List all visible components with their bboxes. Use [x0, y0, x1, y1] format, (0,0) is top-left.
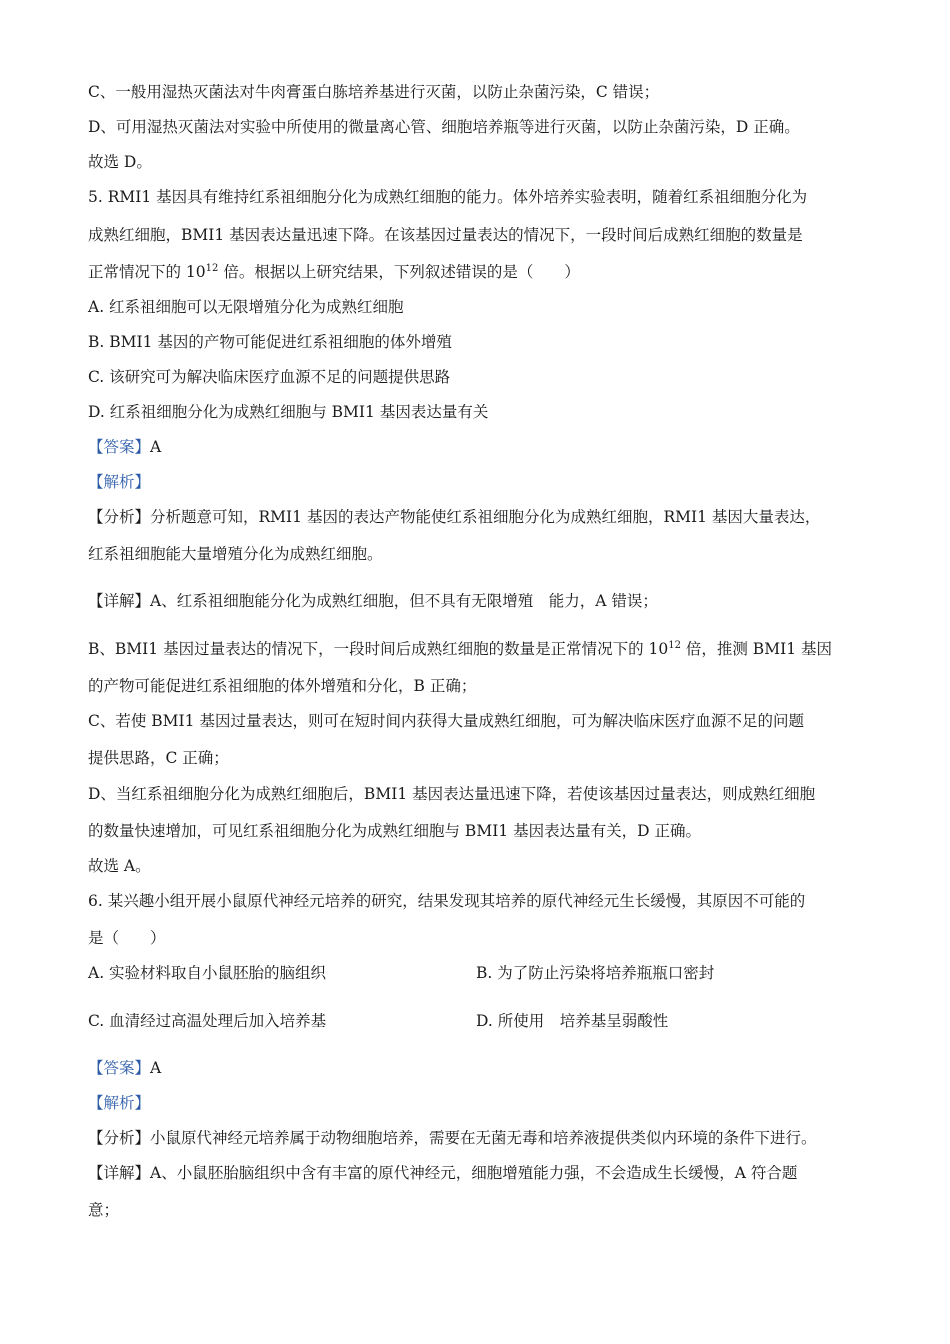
q5-xiangjie-b-line-1	[88, 638, 832, 660]
q5-answer	[88, 436, 161, 458]
q5-xiangjie-exponent: 12	[668, 640, 681, 651]
q5-stem-text-end: 倍。根据以上研究结果，下列叙述错误的是（ ）	[218, 263, 580, 281]
q5-stem-text: 正常情况下的 10	[88, 263, 206, 281]
q6-option-b: B. 为了防止污染将培养瓶瓶口密封	[476, 964, 715, 982]
q6-stem-line-1: 6. 某兴趣小组开展小鼠原代神经元培养的研究，结果发现其培养的原代神经元生长缓慢，其原因不可能的	[88, 892, 806, 910]
q5-answer-tag: 【答案】	[88, 438, 151, 456]
q5-option-d: D. 红系祖细胞分化为成熟红细胞与 BMI1 基因表达量有关	[88, 403, 489, 421]
q6-answer-tag: 【答案】	[88, 1059, 151, 1077]
q5-xiangjie-d-line-2: 的数量快速增加，可见红系祖细胞分化为成熟红细胞与 BMI1 基因表达量有关，D 正确。	[88, 822, 701, 840]
q5-xiangjie-b-text: B、BMI1 基因过量表达的情况下，一段时间后成熟红细胞的数量是正常情况下的 10	[88, 640, 669, 658]
q5-xiangjie-c-line-1: C、若使 BMI1 基因过量表达，则可在短时间内获得大量成熟红细胞，可为解决临床医疗血源不足的问题	[88, 712, 804, 730]
q6-option-c: C. 血清经过高温处理后加入培养基	[88, 1012, 327, 1030]
q6-answer	[88, 1057, 161, 1079]
q5-xiangjie-tag: 【详解】	[88, 592, 151, 610]
q5-conclusion: 故选 A。	[88, 857, 151, 875]
q6-option-d: D. 所使用 培养基呈弱酸性	[476, 1012, 669, 1030]
q6-xiangjie-tag: 【详解】	[88, 1164, 151, 1182]
q5-xiangjie-d-line-1: D、当红系祖细胞分化为成熟红细胞后，BMI1 基因表达量迅速下降，若使该基因过量表达，则成熟红细胞	[88, 785, 816, 803]
prev-conclusion: 故选 D。	[88, 153, 152, 171]
q5-analysis-tag: 【解析】	[88, 473, 151, 491]
q5-exponent: 12	[205, 263, 219, 274]
prev-explanation-c: C、一般用湿热灭菌法对牛肉膏蛋白胨培养基进行灭菌，以防止杂菌污染，C 错误；	[88, 83, 660, 101]
q5-xiangjie-a	[88, 590, 658, 612]
q5-stem-line-3	[88, 261, 580, 283]
q6-fenxi-line-1	[88, 1127, 817, 1149]
q6-answer-value: A	[150, 1059, 162, 1077]
q6-option-a: A. 实验材料取自小鼠胚胎的脑组织	[88, 964, 327, 982]
q6-analysis-tag: 【解析】	[88, 1094, 151, 1112]
q5-option-c: C. 该研究可为解决临床医疗血源不足的问题提供思路	[88, 368, 451, 386]
q6-fenxi-tag: 【分析】	[88, 1129, 151, 1147]
q5-xiangjie-b-line-2: 的产物可能促进红系祖细胞的体外增殖和分化，B 正确；	[88, 677, 477, 695]
q5-answer-value: A	[150, 438, 162, 456]
q5-xiangjie-b-text-end: 倍，推测 BMI1 基因	[680, 640, 832, 658]
q5-fenxi-line-2: 红系祖细胞能大量增殖分化为成熟红细胞。	[88, 545, 383, 563]
q5-fenxi-line-1	[88, 506, 820, 528]
q6-xiangjie-a-line-1	[88, 1162, 797, 1184]
q5-option-a: A. 红系祖细胞可以无限增殖分化为成熟红细胞	[88, 298, 404, 316]
q6-xiangjie-a-line-2: 意；	[88, 1201, 120, 1219]
q5-stem-line-2: 成熟红细胞，BMI1 基因表达量迅速下降。在该基因过量表达的情况下，一段时间后成熟红细胞的数量是	[88, 226, 803, 244]
q5-xiangjie-a-text: A、红系祖细胞能分化为成熟红细胞，但不具有无限增殖 能力，A 错误；	[150, 592, 658, 610]
q5-fenxi-text: 分析题意可知，RMI1 基因的表达产物能使红系祖细胞分化为成熟红细胞，RMI1 基因大量表达，	[150, 508, 821, 526]
q6-fenxi-text: 小鼠原代神经元培养属于动物细胞培养，需要在无菌无毒和培养液提供类似内环境的条件下进行。	[150, 1129, 817, 1147]
q5-stem-line-1: 5. RMI1 基因具有维持红系祖细胞分化为成熟红细胞的能力。体外培养实验表明，随着红系祖细胞分化为	[88, 188, 808, 206]
q6-stem-line-2: 是（ ）	[88, 929, 166, 947]
q5-xiangjie-c-line-2: 提供思路，C 正确；	[88, 749, 229, 767]
q6-xiangjie-a-text: A、小鼠胚胎脑组织中含有丰富的原代神经元，细胞增殖能力强，不会造成生长缓慢，A 符合题	[150, 1164, 798, 1182]
q5-option-b: B. BMI1 基因的产物可能促进红系祖细胞的体外增殖	[88, 333, 452, 351]
prev-explanation-d: D、可用湿热灭菌法对实验中所使用的微量离心管、细胞培养瓶等进行灭菌，以防止杂菌污染，D 正确。	[88, 118, 800, 136]
q5-fenxi-tag: 【分析】	[88, 508, 151, 526]
